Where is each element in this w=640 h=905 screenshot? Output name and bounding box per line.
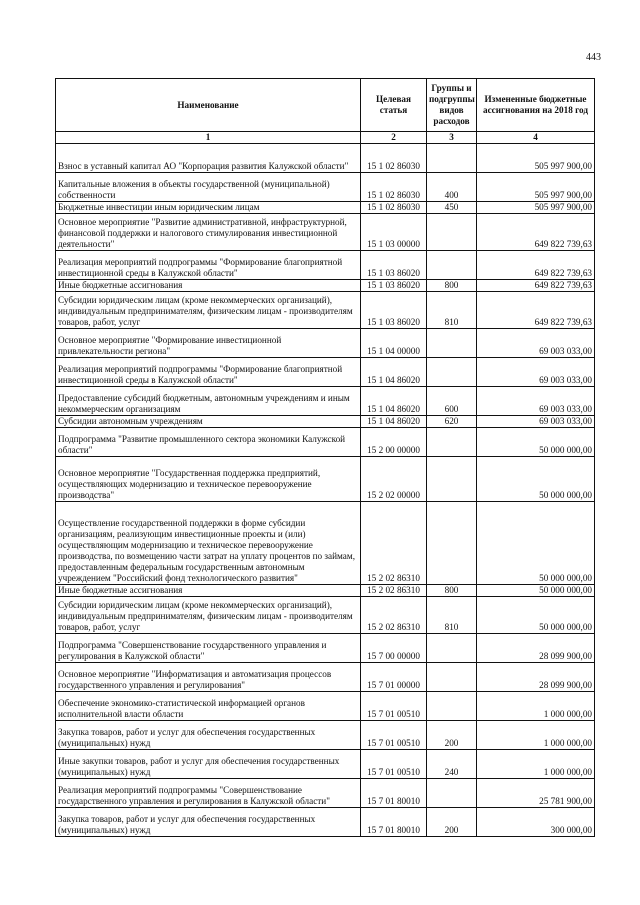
column-number: 3: [427, 132, 477, 144]
table-row: [56, 634, 595, 663]
row-target-article: 15 2 02 86310: [361, 585, 427, 597]
budget-allocation-table: [55, 78, 595, 837]
row-expense-group: 620: [427, 416, 477, 428]
row-target-article: 15 7 01 00510: [361, 692, 427, 721]
table-row: [56, 214, 595, 251]
row-expense-group: 810: [427, 292, 477, 329]
row-name: Капитальные вложения в объекты государственной (муниципальной) собственности: [56, 173, 361, 202]
row-amount: 50 000 000,00: [477, 457, 595, 502]
row-amount: 50 000 000,00: [477, 585, 595, 597]
row-amount: 50 000 000,00: [477, 597, 595, 634]
row-expense-group: [427, 663, 477, 692]
table-row: [56, 721, 595, 750]
row-amount: 505 997 900,00: [477, 202, 595, 214]
row-expense-group: [427, 502, 477, 585]
row-amount: 1 000 000,00: [477, 692, 595, 721]
row-amount: 1 000 000,00: [477, 721, 595, 750]
table-row: [56, 144, 595, 173]
table-row: [56, 663, 595, 692]
row-amount: 1 000 000,00: [477, 750, 595, 779]
row-amount: 505 997 900,00: [477, 144, 595, 173]
row-target-article: 15 2 00 00000: [361, 428, 427, 457]
row-name: Закупка товаров, работ и услуг для обеспечения государственных (муниципальных) нужд: [56, 721, 361, 750]
row-expense-group: 400: [427, 173, 477, 202]
row-target-article: 15 2 02 00000: [361, 457, 427, 502]
row-name: Закупка товаров, работ и услуг для обеспечения государственных (муниципальных) нужд: [56, 808, 361, 837]
row-amount: 28 099 900,00: [477, 634, 595, 663]
row-target-article: 15 7 01 00510: [361, 721, 427, 750]
row-name: Подпрограмма "Совершенствование государственного управления и регулирования в Калужской области": [56, 634, 361, 663]
row-amount: 649 822 739,63: [477, 280, 595, 292]
row-amount: 505 997 900,00: [477, 173, 595, 202]
row-target-article: 15 1 03 86020: [361, 251, 427, 280]
row-name: Субсидии автономным учреждениям: [56, 416, 361, 428]
row-target-article: 15 2 02 86310: [361, 502, 427, 585]
table-header-row: [56, 79, 595, 132]
row-expense-group: [427, 428, 477, 457]
row-name: Реализация мероприятий подпрограммы "Формирование благоприятной инвестиционной среды в Калужской области": [56, 358, 361, 387]
table-row: [56, 202, 595, 214]
row-expense-group: 200: [427, 808, 477, 837]
table-row: [56, 358, 595, 387]
row-target-article: 15 1 04 86020: [361, 387, 427, 416]
row-expense-group: 450: [427, 202, 477, 214]
row-amount: 69 003 033,00: [477, 358, 595, 387]
row-target-article: 15 1 02 86030: [361, 144, 427, 173]
row-expense-group: 600: [427, 387, 477, 416]
row-amount: 300 000,00: [477, 808, 595, 837]
row-target-article: 15 7 01 00000: [361, 663, 427, 692]
row-expense-group: 810: [427, 597, 477, 634]
row-target-article: 15 7 00 00000: [361, 634, 427, 663]
table-row: [56, 779, 595, 808]
row-target-article: 15 1 03 86020: [361, 292, 427, 329]
row-amount: 25 781 900,00: [477, 779, 595, 808]
header-article: Целевая статья: [361, 79, 427, 132]
header-group: Группы и подгруппы видов расходов: [427, 79, 477, 132]
row-name: Подпрограмма "Развитие промышленного сектора экономики Калужской области": [56, 428, 361, 457]
row-target-article: 15 7 01 80010: [361, 779, 427, 808]
row-expense-group: [427, 634, 477, 663]
row-name: Взнос в уставный капитал АО "Корпорация развития Калужской области": [56, 144, 361, 173]
row-name: Основное мероприятие "Информатизация и автоматизация процессов государственного управления и регулирования": [56, 663, 361, 692]
table-row: [56, 292, 595, 329]
table-row: [56, 329, 595, 358]
row-name: Предоставление субсидий бюджетным, автономным учреждениям и иным некоммерческим организациям: [56, 387, 361, 416]
row-name: Субсидии юридическим лицам (кроме некоммерческих организаций), индивидуальным предпринимателям, физическим лицам - производителям товаров, работ, услуг: [56, 292, 361, 329]
table-row: [56, 585, 595, 597]
row-target-article: 15 2 02 86310: [361, 597, 427, 634]
row-amount: 69 003 033,00: [477, 416, 595, 428]
row-amount: 69 003 033,00: [477, 387, 595, 416]
row-amount: 50 000 000,00: [477, 502, 595, 585]
row-expense-group: [427, 144, 477, 173]
table-body: [56, 144, 595, 837]
row-name: Основное мероприятие "Развитие административной, инфраструктурной, финансовой поддержки и налогового стимулирования инвестиционной деятельности": [56, 214, 361, 251]
row-expense-group: [427, 251, 477, 280]
column-number-row: [56, 132, 595, 144]
table-row: [56, 808, 595, 837]
row-target-article: 15 1 04 00000: [361, 329, 427, 358]
row-expense-group: [427, 329, 477, 358]
table-row: [56, 251, 595, 280]
row-name: Субсидии юридическим лицам (кроме некоммерческих организаций), индивидуальным предпринимателям, физическим лицам - производителям товаров, работ, услуг: [56, 597, 361, 634]
table-row: [56, 750, 595, 779]
row-expense-group: [427, 692, 477, 721]
row-name: Иные бюджетные ассигнования: [56, 585, 361, 597]
table-row: [56, 428, 595, 457]
header-name: Наименование: [56, 79, 361, 132]
row-name: Осуществление государственной поддержки в форме субсидии организациям, реализующим инвестиционные проекты и (или) осуществляющим модернизацию и техническое перевооружение производства, по возмещению части затрат на уплату процентов по займам, предоставленным федеральным государственным автономным учреждением "Российский фонд технологического развития": [56, 502, 361, 585]
table-row: [56, 597, 595, 634]
row-name: Обеспечение экономико-статистической информацией органов исполнительной власти области: [56, 692, 361, 721]
row-name: Иные закупки товаров, работ и услуг для обеспечения государственных (муниципальных) нужд: [56, 750, 361, 779]
header-amount: Измененные бюджетные ассигнования на 2018 год: [477, 79, 595, 132]
row-amount: 69 003 033,00: [477, 329, 595, 358]
row-expense-group: 800: [427, 280, 477, 292]
row-name: Основное мероприятие "Государственная поддержка предприятий, осуществляющих модернизацию и техническое перевооружение производства": [56, 457, 361, 502]
row-amount: 28 099 900,00: [477, 663, 595, 692]
table-row: [56, 692, 595, 721]
table-row: [56, 387, 595, 416]
column-number: 4: [477, 132, 595, 144]
row-name: Реализация мероприятий подпрограммы "Совершенствование государственного управления и регулирования в Калужской области": [56, 779, 361, 808]
row-target-article: 15 1 03 86020: [361, 280, 427, 292]
table-row: [56, 416, 595, 428]
row-expense-group: 240: [427, 750, 477, 779]
row-expense-group: 200: [427, 721, 477, 750]
row-amount: 649 822 739,63: [477, 214, 595, 251]
row-expense-group: [427, 214, 477, 251]
table-row: [56, 502, 595, 585]
table-row: [56, 173, 595, 202]
table-row: [56, 280, 595, 292]
row-target-article: 15 1 02 86030: [361, 202, 427, 214]
page-number: 443: [586, 52, 601, 63]
row-name: Иные бюджетные ассигнования: [56, 280, 361, 292]
row-amount: 649 822 739,63: [477, 251, 595, 280]
row-target-article: 15 1 04 86020: [361, 416, 427, 428]
row-target-article: 15 7 01 00510: [361, 750, 427, 779]
row-expense-group: [427, 358, 477, 387]
column-number: 1: [56, 132, 361, 144]
row-expense-group: [427, 779, 477, 808]
row-target-article: 15 7 01 80010: [361, 808, 427, 837]
row-target-article: 15 1 02 86030: [361, 173, 427, 202]
row-amount: 50 000 000,00: [477, 428, 595, 457]
row-name: Бюджетные инвестиции иным юридическим лицам: [56, 202, 361, 214]
row-name: Основное мероприятие "Формирование инвестиционной привлекательности региона": [56, 329, 361, 358]
column-number: 2: [361, 132, 427, 144]
row-target-article: 15 1 04 86020: [361, 358, 427, 387]
row-amount: 649 822 739,63: [477, 292, 595, 329]
table-row: [56, 457, 595, 502]
row-target-article: 15 1 03 00000: [361, 214, 427, 251]
row-expense-group: 800: [427, 585, 477, 597]
row-expense-group: [427, 457, 477, 502]
row-name: Реализация мероприятий подпрограммы "Формирование благоприятной инвестиционной среды в Калужской области": [56, 251, 361, 280]
